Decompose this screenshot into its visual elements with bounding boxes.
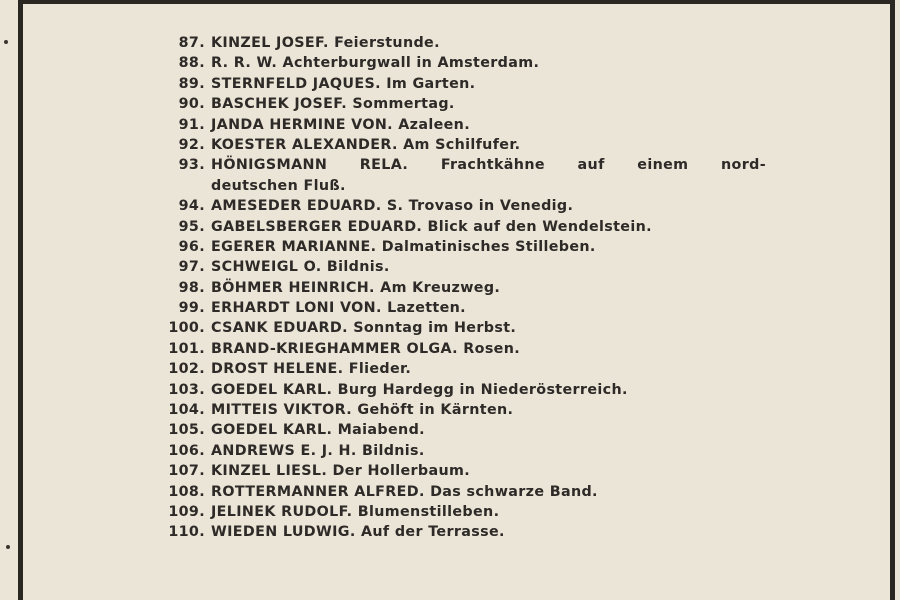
entry-number: 89. [178,75,205,92]
catalog-entry [140,298,780,318]
entry-text: JANDA HERMINE VON. Azaleen. [211,116,470,133]
catalog-entry [140,278,780,298]
entry-text: BÖHMER HEINRICH. Am Kreuzweg. [211,279,501,296]
entry-text: GOEDEL KARL. Burg Hardegg in Niederösterreich. [211,381,628,398]
entry-number: 100. [168,320,205,337]
catalog-entry [140,53,780,73]
entry-text: ANDREWS E. J. H. Bildnis. [211,442,425,459]
entry-number: 91. [178,116,205,133]
page-border-top [18,0,895,4]
entry-text: AMESEDER EDUARD. S. Trovaso in Venedig. [211,198,574,215]
entry-text: ROTTERMANNER ALFRED. Das schwarze Band. [211,483,598,500]
entry-number: 90. [178,96,205,113]
entry-text: JELINEK RUDOLF. Blumenstilleben. [211,504,500,520]
catalog-entry [140,33,780,53]
entry-number: 99. [178,300,205,317]
catalog-entry [140,135,780,155]
page-border-right [890,0,895,600]
entry-text-line-1: HÖNIGSMANN RELA. Frachtkähne auf einem nord- [211,157,766,174]
catalog-entry-list [140,33,780,543]
catalog-entry [140,196,780,216]
entry-text: ERHARDT LONI VON. Lazetten. [211,300,466,317]
catalog-entry [140,502,780,522]
catalog-entry [140,339,780,359]
entry-text: WIEDEN LUDWIG. Auf der Terrasse. [211,524,505,541]
entry-number: 107. [168,463,205,480]
entry-text: GABELSBERGER EDUARD. Blick auf den Wendelstein. [211,218,652,235]
catalog-entry [140,400,780,420]
entry-text: CSANK EDUARD. Sonntag im Herbst. [211,320,517,337]
entry-number: 93. [178,157,205,174]
catalog-entry [140,482,780,502]
entry-text: MITTEIS VIKTOR. Gehöft in Kärnten. [211,402,514,419]
catalog-entry [140,359,780,379]
entry-text: SCHWEIGL O. Bildnis. [211,259,390,276]
entry-text: R. R. W. Achterburgwall in Amsterdam. [211,55,540,72]
entry-text-line-2: deutschen Fluß. [211,177,346,194]
entry-text: GOEDEL KARL. Maiabend. [211,422,425,439]
entry-number: 105. [168,422,205,439]
entry-text: BASCHEK JOSEF. Sommertag. [211,96,455,113]
catalog-entry [140,155,780,196]
catalog-entry [140,380,780,400]
entry-text: KOESTER ALEXANDER. Am Schilfufer. [211,136,521,153]
entry-text: DROST HELENE. Flieder. [211,361,412,378]
catalog-entry [140,420,780,440]
entry-number: 104. [168,402,205,419]
entry-number: 97. [178,259,205,276]
catalog-entry [140,318,780,338]
entry-number: 108. [168,483,205,500]
entry-text: KINZEL JOSEF. Feierstunde. [211,35,440,51]
entry-text: EGERER MARIANNE. Dalmatinisches Stilleben. [211,238,596,255]
entry-number: 87. [178,35,205,51]
entry-number: 92. [178,136,205,153]
catalog-entry [140,237,780,257]
entry-number: 106. [168,442,205,459]
entry-text [211,155,766,196]
catalog-entry [140,74,780,94]
paper-speck [4,40,8,44]
page-border-left [18,0,23,600]
entry-number: 110. [168,524,205,541]
entry-number: 101. [168,340,205,357]
catalog-entry [140,441,780,461]
catalog-entry [140,115,780,135]
entry-number: 98. [178,279,205,296]
catalog-entry [140,94,780,114]
entry-number: 94. [178,198,205,215]
catalog-entry [140,257,780,277]
catalog-entry [140,217,780,237]
entry-number: 96. [178,238,205,255]
entry-number: 103. [168,381,205,398]
catalog-entry [140,522,780,542]
entry-number: 109. [168,504,205,520]
entry-number: 88. [178,55,205,72]
entry-text: KINZEL LIESL. Der Hollerbaum. [211,463,471,480]
entry-text: BRAND-KRIEGHAMMER OLGA. Rosen. [211,340,521,357]
catalog-entry [140,461,780,481]
entry-number: 102. [168,361,205,378]
entry-text: STERNFELD JAQUES. Im Garten. [211,75,476,92]
paper-speck [6,545,10,549]
entry-number: 95. [178,218,205,235]
